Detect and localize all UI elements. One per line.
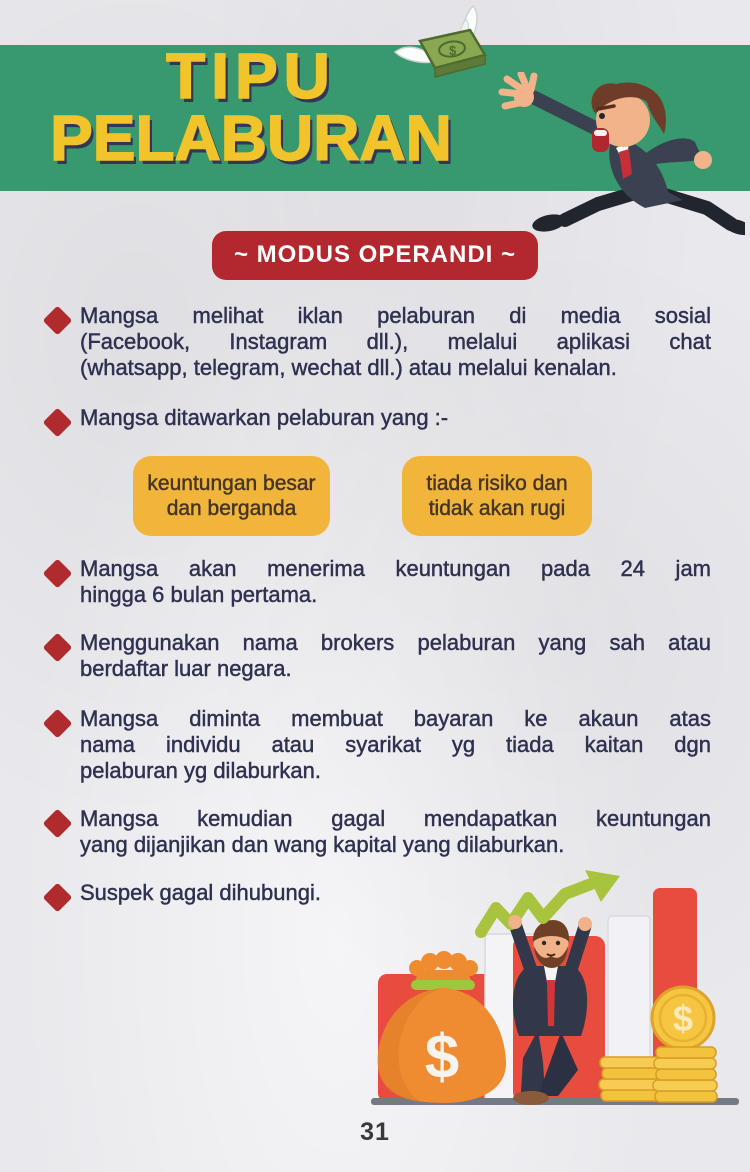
bullet-text-line: Suspek gagal dihubungi. — [80, 880, 321, 905]
offer-tag-line: dan berganda — [166, 497, 297, 520]
bullet-item — [42, 556, 718, 608]
bullet-text-line: Menggunakan nama brokers pelaburan yang sah atau — [80, 630, 711, 655]
bullet-text-line: pelaburan yg dilaburkan. — [80, 758, 321, 783]
page-title — [0, 40, 502, 174]
bullet-item — [42, 405, 718, 433]
bullet-text — [80, 303, 711, 381]
diamond-bullet-icon — [43, 559, 73, 589]
svg-text:$: $ — [449, 43, 457, 58]
offer-tag-line: tidak akan rugi — [428, 497, 566, 520]
offer-tag-keuntungan — [133, 456, 330, 536]
diamond-bullet-icon — [43, 809, 73, 839]
bullet-text — [80, 630, 711, 682]
bullet-text-line: yang dijanjikan dan wang kapital yang dilaburkan. — [80, 832, 565, 857]
page-number: 31 — [360, 1118, 390, 1146]
bullet-text-line: (whatsapp, telegram, wechat dll.) atau melalui kenalan. — [80, 355, 617, 380]
bullet-text-line: Mangsa diminta membuat bayaran ke akaun atas — [80, 706, 711, 731]
bullet-item — [42, 706, 718, 784]
diamond-bullet-icon — [43, 306, 73, 336]
bullet-text — [80, 706, 711, 784]
investment-growth-illustration — [333, 870, 745, 1112]
bullet-text-line: Mangsa akan menerima keuntungan pada 24 jam — [80, 556, 711, 581]
page-title-line2: PELABURAN — [50, 102, 452, 174]
diamond-bullet-icon — [43, 633, 73, 663]
bullet-text — [80, 556, 711, 608]
runner-open-hand — [502, 74, 534, 107]
offer-tag-line: tiada risiko dan — [426, 472, 568, 495]
page-title-line1: TIPU — [166, 40, 336, 112]
diamond-bullet-icon — [43, 408, 73, 438]
bullet-item — [42, 630, 718, 682]
modus-operandi-badge: ~ MODUS OPERANDI ~ — [212, 231, 538, 280]
bullet-text-line: (Facebook, Instagram dll.), melalui aplikasi chat — [80, 329, 711, 354]
bullet-text — [80, 405, 711, 433]
diamond-bullet-icon — [43, 883, 73, 913]
bullet-text-line: berdaftar luar negara. — [80, 656, 292, 681]
gold-coin-icon — [652, 987, 714, 1049]
runner-head — [592, 82, 666, 152]
svg-text:$: $ — [672, 998, 694, 1039]
bullet-text-line: Mangsa ditawarkan pelaburan yang :- — [80, 405, 449, 430]
offer-tag-line: keuntungan besar — [147, 472, 316, 495]
svg-text:$: $ — [424, 1023, 460, 1092]
diamond-bullet-icon — [43, 709, 73, 739]
bullet-text-line: Mangsa kemudian gagal mendapatkan keuntungan — [80, 806, 711, 831]
bullet-item — [42, 806, 718, 858]
offer-tag-tiada-risiko — [402, 456, 592, 536]
running-businessman-illustration — [495, 72, 745, 237]
bullet-text-line: Mangsa melihat iklan pelaburan di media sosial — [80, 303, 711, 328]
bullet-text-line: nama individu atau syarikat yg tiada kaitan dgn — [80, 732, 711, 757]
bullet-text-line: hingga 6 bulan pertama. — [80, 582, 318, 607]
bullet-text — [80, 806, 711, 858]
bullet-item — [42, 303, 718, 381]
